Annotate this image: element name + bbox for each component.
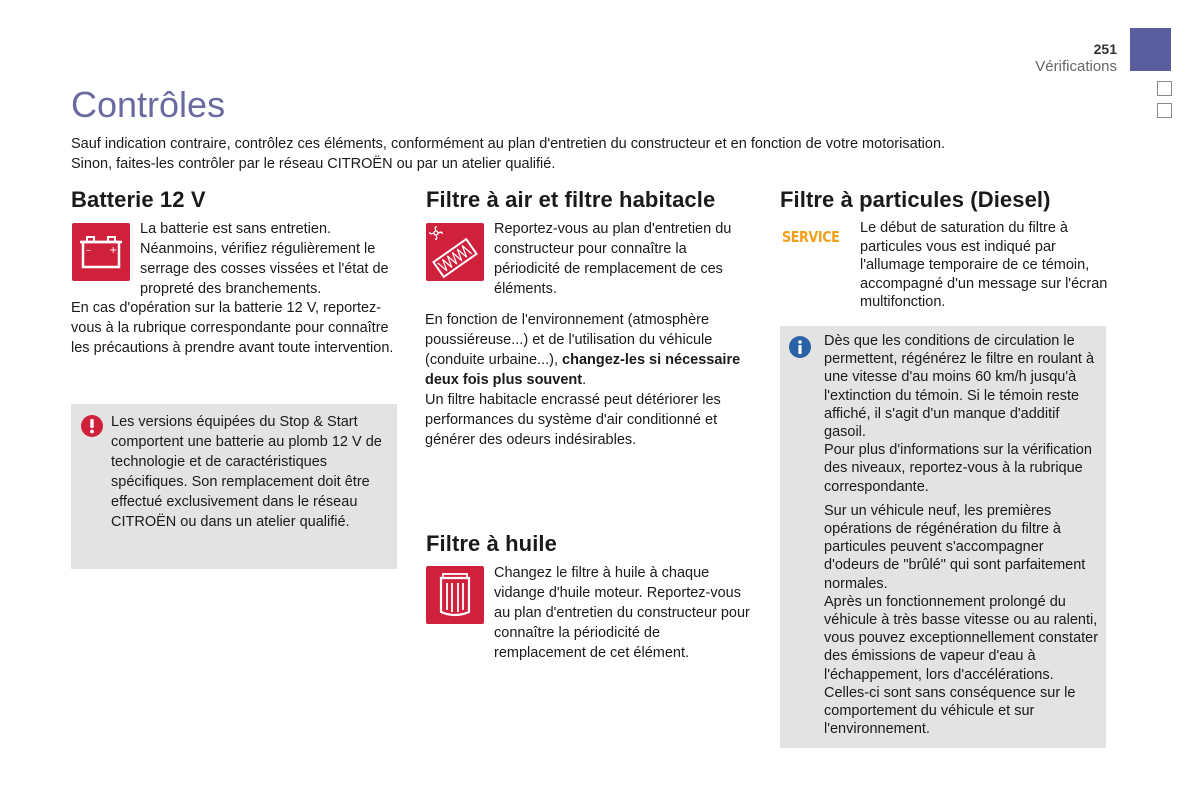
page-title: Contrôles [71, 84, 226, 125]
air-filter-body-end: . [582, 372, 587, 388]
air-filter-body-text: En fonction de l'environnement (atmosphère poussiéreuse...) et de l'utilisation du véhicule (conduite urbaine...), [425, 312, 713, 368]
particle-filter-heading: Filtre à particules (Diesel) [780, 187, 1051, 212]
info-paragraph: Pour plus d'informations sur la vérification des niveaux, reportez-vous à la rubrique correspondante. [824, 442, 1092, 495]
info-paragraph: Sur un véhicule neuf, les premières opérations de régénération du filtre à particules peuvent s'accompagner d'odeurs de "brûlé" qui sont parfaitement normales. [824, 502, 1086, 592]
battery-intro: La batterie est sans entretien. Néanmoins, vérifiez régulièrement le serrage des cosses vissées et l'état de propreté des branchements. [140, 221, 389, 297]
page-number: 251 [1093, 41, 1117, 57]
info-icon [789, 336, 811, 358]
oil-filter-icon [426, 566, 484, 624]
section-tab-box [1157, 103, 1172, 118]
intro-line: Sauf indication contraire, contrôlez ces éléments, conformément au plan d'entretien du constructeur et en fonction de votre motorisation. [71, 136, 946, 152]
intro-text [71, 134, 1121, 174]
svg-text:+: + [109, 245, 118, 256]
air-filter-body-para: Un filtre habitacle encrassé peut détériorer les performances du système d'air conditionné et générer des odeurs indésirables. [425, 392, 721, 448]
intro-line: Sinon, faites-les contrôler par le réseau CITROËN ou par un atelier qualifié. [71, 156, 556, 172]
particle-filter-info-box [780, 326, 1106, 748]
oil-filter-heading: Filtre à huile [426, 531, 557, 556]
air-filter-heading: Filtre à air et filtre habitacle [426, 187, 716, 212]
battery-heading: Batterie 12 V [71, 187, 206, 212]
air-filter-body-bold: changez-les si nécessaire deux fois plus souvent [425, 352, 741, 388]
air-filter-body-para [425, 310, 750, 390]
battery-body: En cas d'opération sur la batterie 12 V, reportez-vous à la rubrique correspondante pour connaître les précautions à prendre avant toute intervention. [71, 300, 394, 356]
section-tab-box [1157, 81, 1172, 96]
section-name: Vérifications [1035, 58, 1117, 75]
warning-icon [81, 415, 103, 437]
info-paragraph: Dès que les conditions de circulation le permettent, régénérez le filtre en roulant à une vitesse d'au moins 60 km/h jusqu'à l'extinction du témoin. Si le témoin reste affiché, il s'agit d'un manque d'additif gasoil. [824, 333, 1095, 441]
particle-filter-intro: Le début de saturation du filtre à particules vous est indiqué par l'allumage temporaire de ce témoin, accompagné d'un message sur l'écran multifonction. [860, 220, 1108, 310]
battery-icon [72, 223, 130, 281]
section-tab-active [1130, 28, 1171, 71]
air-filter-icon [426, 223, 484, 281]
svg-text:–: – [86, 245, 91, 256]
info-paragraph: Après un fonctionnement prolongé du véhicule à très basse vitesse ou au ralenti, vous pouvez exceptionnellement constater des émissions de vapeur d'eau à l'échappement, lors d'accélérations. Celles-ci sont sans conséquence sur le comportement du véhicule et sur l'environnement. [824, 593, 1099, 738]
particle-filter-info-text [824, 332, 1102, 738]
oil-filter-text: Changez le filtre à huile à chaque vidange d'huile moteur. Reportez-vous au plan d'entretien du constructeur pour connaître la périodicité de remplacement de cet élément. [494, 565, 750, 661]
air-filter-intro: Reportez-vous au plan d'entretien du constructeur pour connaître la périodicité de remplacement de ces éléments. [494, 221, 732, 297]
battery-warning-box [71, 404, 397, 569]
service-warning-icon: SERVICE [782, 228, 840, 246]
air-filter-body [425, 310, 750, 450]
battery-warning-text: Les versions équipées du Stop & Start comportent une batterie au plomb 12 V de technologie et de caractéristiques spécifiques. Son remplacement doit être effectué exclusivement dans le réseau CITROËN ou dans un atelier qualifié. [111, 414, 382, 530]
